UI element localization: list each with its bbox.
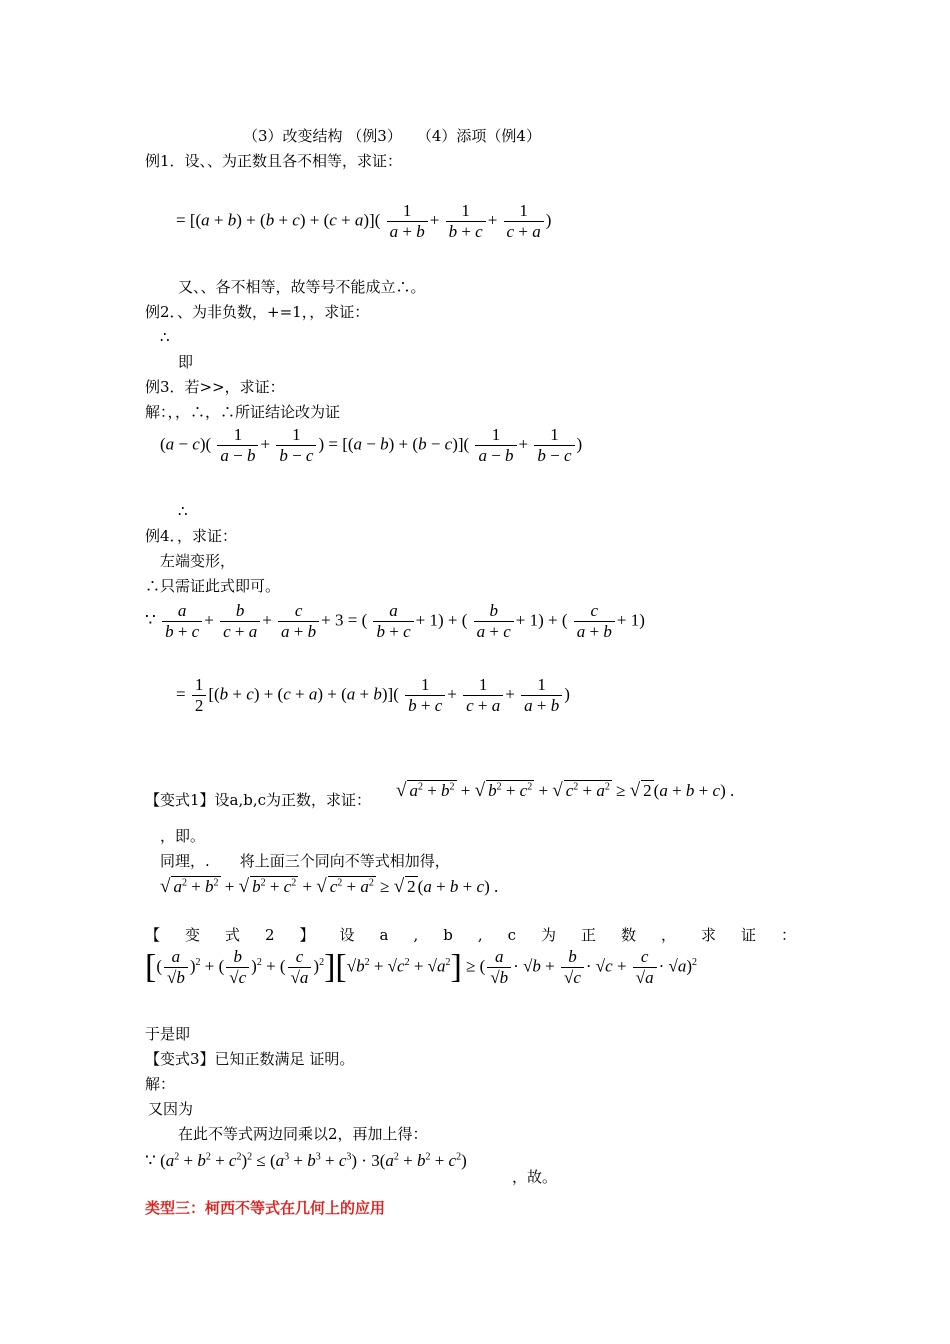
example-3-title: 例3．若>>，求证： <box>145 378 285 396</box>
variant-3-conclusion: ，故。 <box>512 1168 558 1186</box>
example-4-need: ∴只需证此式即可。 <box>145 577 281 595</box>
therefore-symbol-2: ∴ <box>178 502 188 520</box>
heading-methods: （3）改变结构 （例3） （4）添项（例4） <box>243 127 541 145</box>
equation-2: (a − c)( $\frac{1}{a - b}$ + $\frac{1}{b - c}$ ) = [(a − b) + (b − c)]( $\frac{1}{a - b}$ + $\frac{1}{b - c}$ ) <box>160 425 583 465</box>
equation-1: = [(a + b) + (b + c) + (c + a)]( $\frac{1}{a + b}$ + $\frac{1}{b + c}$ + $\frac{1}{c + a}$ ) <box>176 201 552 241</box>
variant-1-sum: 同理，. 将上面三个同向不等式相加得， <box>160 852 450 870</box>
equation-7: [( $\frac{a}{√b}$ )$^2$ + ( $\frac{b}{√c}$ )$^2$ + ( $\frac{c}{√a}$ )$^2][√b^2 + √c^2 + √a^2]$ ≥ ( $\frac{a}{√b}$ · √b + $\frac{b}{√c}$ · √c + $\frac{c}{√a}$ · √a)$^2$ <box>145 947 698 987</box>
variant-3-title: 【变式3】已知正数满足 证明。 <box>145 1050 355 1068</box>
example-2-title: 例2．、为非负数，+=1，，求证： <box>145 303 370 321</box>
example-2-ie: 即 <box>178 353 194 371</box>
example-3-solution: 解：，，∴，∴所证结论改为证 <box>145 403 341 421</box>
variant-2-conclusion: 于是即 <box>145 1025 191 1043</box>
variant-1-title: 【变式1】设a,b,c为正数，求证： <box>145 791 372 809</box>
equation-3: ∵ $\frac{a}{b + c}$ + $\frac{b}{c + a}$ + $\frac{c}{a + b}$ + 3 = ( $\frac{a}{b + c}$ + 1) + ( $\frac{b}{a + c}$ + 1) + ( $\frac{c}{a + b}$ + 1) <box>145 601 645 641</box>
example-4-transform: 左端变形， <box>160 552 236 570</box>
section-heading-type-3: 类型三：柯西不等式在几何上的应用 <box>145 1199 386 1217</box>
equation-4: = $\frac{1}{2}$ [(b + c) + (c + a) + (a + b)]( $\frac{1}{b + c}$ + $\frac{1}{c + a}$ + $\frac{1}{a + b}$ ) <box>176 675 570 715</box>
variant-1-step: ，即。 <box>160 827 206 845</box>
equation-6: √ $a^2 + b^2$ + √ $b^2 + c^2$ + √ $c^2 + a^2$ ≥ √ 2 (a + b + c) . <box>160 876 499 897</box>
therefore-symbol: ∴ <box>160 328 170 346</box>
variant-3-solution-label: 解： <box>145 1075 176 1093</box>
variant-3-because: 又因为 <box>148 1100 194 1118</box>
example-4-title: 例4．，求证： <box>145 527 238 545</box>
variant-3-multiply: 在此不等式两边同乘以2，再加上得： <box>178 1125 428 1143</box>
equation-5: √ $a^2 + b^2$ + √ $b^2 + c^2$ + √ $c^2 + a^2$ ≥ √ 2 (a + b + c) . <box>396 780 735 801</box>
variant-2-title: 【变式2】设a,b,c为正数，求证： <box>145 926 822 944</box>
example-1-title: 例1．设、、为正数且各不相等，求证： <box>145 152 403 170</box>
equation-8: ∵ $(a^2 + b^2 + c^2)^2 \le (a^3 + b^3 + c^3) \cdot 3(a^2 + b^2 + c^2)$ <box>145 1151 467 1170</box>
example-1-conclusion: 又、、各不相等，故等号不能成立∴。 <box>178 278 426 296</box>
